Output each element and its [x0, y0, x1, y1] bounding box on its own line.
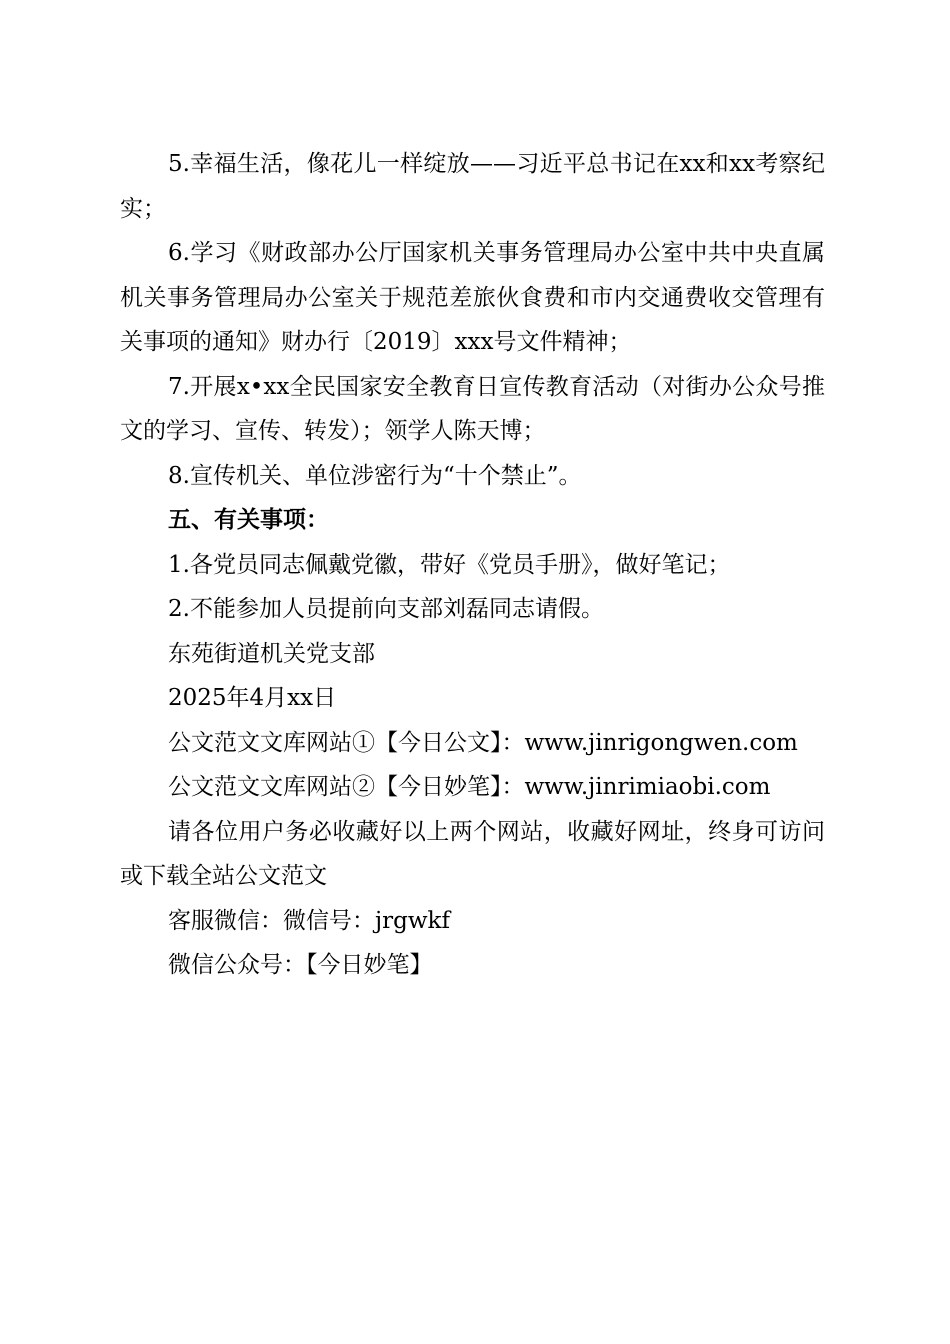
signature-date: 2025年4月xx日 [168, 685, 337, 711]
agenda-item-8: 8.宣传机关、单位涉密行为“十个禁止”。 [168, 462, 582, 489]
notice-item-1: 1.各党员同志佩戴党徽，带好《党员手册》，做好笔记； [168, 551, 731, 578]
footer-notice: 请各位用户务必收藏好以上两个网站，收藏好网址，终身可访问或下载全站公文范文 [120, 818, 825, 889]
agenda-item-7: 7.开展x•xx全民国家安全教育日宣传教育活动（对街办公众号推文的学习、宣传、转发）；领学人陈天博； [120, 373, 825, 444]
footer-wechat-account: 微信公众号：【今日妙笔】 [168, 952, 433, 978]
notice-item-2: 2.不能参加人员提前向支部刘磊同志请假。 [168, 596, 604, 622]
document-body [120, 142, 825, 988]
footer-site-1: 公文范文文库网站①【今日公文】：www.jinrigongwen.com [168, 729, 798, 756]
section-5-heading: 五、有关事项： [168, 506, 329, 533]
agenda-item-5: 5.幸福生活，像花儿一样绽放——习近平总书记在xx和xx考察纪实； [120, 151, 825, 222]
footer-site-2: 公文范文文库网站②【今日妙笔】：www.jinrimiaobi.com [168, 774, 771, 800]
agenda-item-6: 6.学习《财政部办公厅国家机关事务管理局办公室中共中央直属机关事务管理局办公室关于规范差旅伙食费和市内交通费收交管理有关事项的通知》财办行〔2019〕xxx号文件精神； [120, 240, 825, 355]
footer-wechat-service: 客服微信：微信号：jrgwkf [168, 907, 450, 934]
signature-org: 东苑街道机关党支部 [168, 640, 375, 667]
